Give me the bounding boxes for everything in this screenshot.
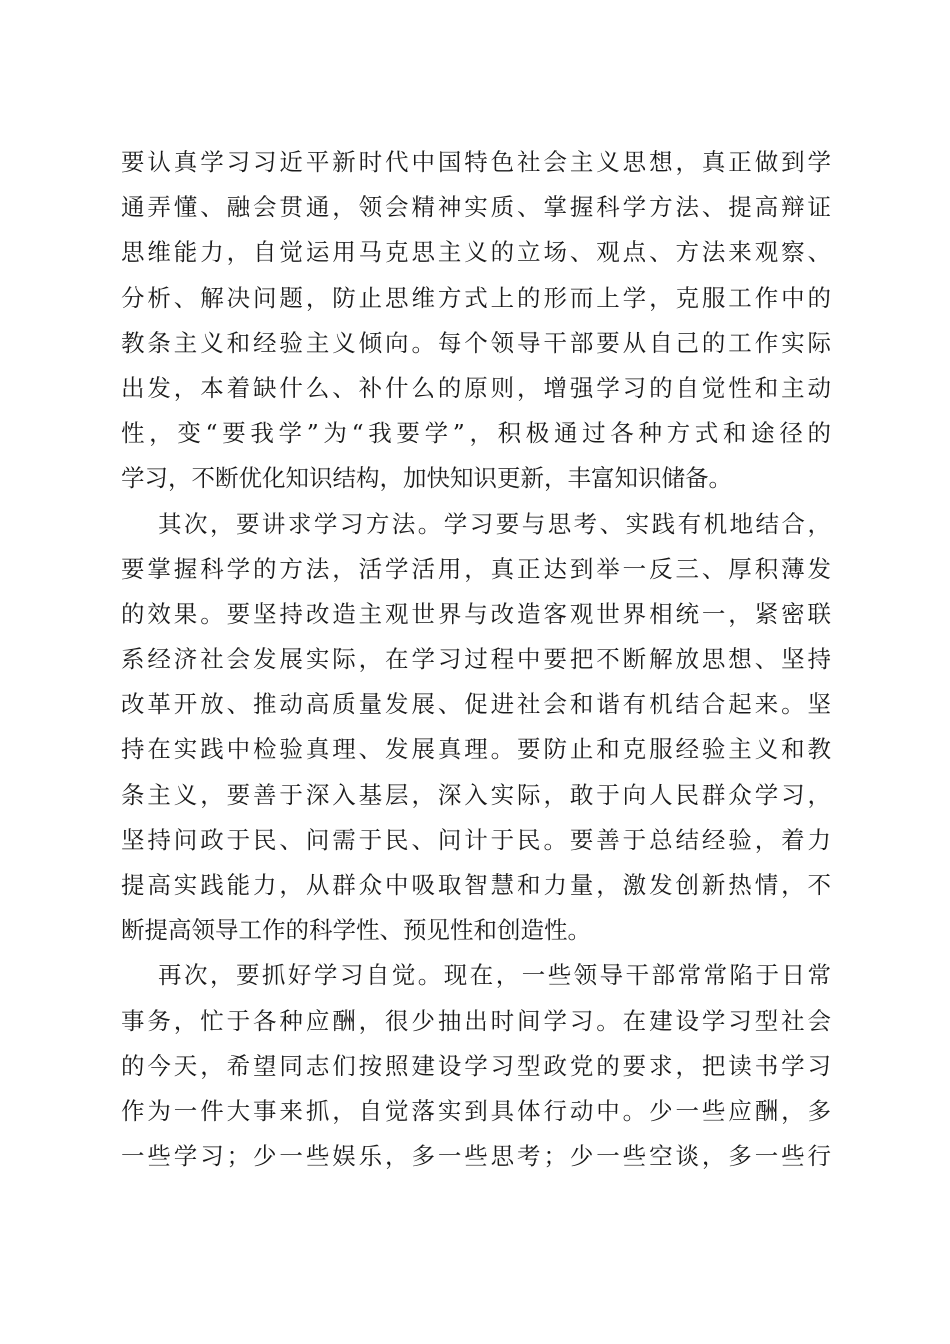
text-line: 教条主义和经验主义倾向。每个领导干部要从自己的工作实际 — [121, 328, 831, 357]
text-line: 学习，不断优化知识结构，加快知识更新，丰富知识储备。 — [121, 464, 732, 493]
text-line: 的效果。要坚持改造主观世界与改造客观世界相统一，紧密联 — [121, 599, 831, 628]
text-line: 持在实践中检验真理、发展真理。要防止和克服经验主义和教 — [121, 735, 831, 764]
text-line: 性，变“要我学”为“我要学”，积极通过各种方式和途径的 — [121, 419, 831, 448]
text-line: 分析、解决问题，防止思维方式上的形而上学，克服工作中的 — [121, 283, 831, 312]
text-line: 一些学习；少一些娱乐，多一些思考；少一些空谈，多一些行 — [121, 1142, 831, 1171]
text-line: 条主义，要善于深入基层，深入实际，敢于向人民群众学习， — [121, 780, 831, 809]
paragraph — [121, 502, 831, 954]
text-line: 作为一件大事来抓，自觉落实到具体行动中。少一些应酬，多 — [121, 1096, 831, 1125]
text-line: 思维能力，自觉运用马克思主义的立场、观点、方法来观察、 — [121, 238, 831, 267]
paragraph — [121, 953, 831, 1179]
text-line: 的今天，希望同志们按照建设学习型政党的要求，把读书学习 — [121, 1051, 831, 1080]
text-line: 要掌握科学的方法，活学活用，真正达到举一反三、厚积薄发 — [121, 554, 831, 583]
text-line: 系经济社会发展实际，在学习过程中要把不断解放思想、坚持 — [121, 645, 831, 674]
text-line: 提高实践能力，从群众中吸取智慧和力量，激发创新热情，不 — [121, 871, 831, 899]
text-line: 事务，忙于各种应酬，很少抽出时间学习。在建设学习型社会 — [121, 1006, 831, 1035]
text-line: 再次，要抓好学习自觉。现在，一些领导干部常常陷于日常 — [158, 961, 831, 990]
text-line: 其次，要讲求学习方法。学习要与思考、实践有机地结合， — [158, 509, 831, 538]
text-line: 坚持问政于民、问需于民、问计于民。要善于总结经验，着力 — [121, 825, 831, 854]
text-line: 出发，本着缺什么、补什么的原则，增强学习的自觉性和主动 — [121, 373, 831, 402]
text-line: 改革开放、推动高质量发展、促进社会和谐有机结合起来。坚 — [121, 690, 831, 719]
text-line: 断提高领导工作的科学性、预见性和创造性。 — [121, 916, 591, 945]
text-line: 通弄懂、融会贯通，领会精神实质、掌握科学方法、提高辩证 — [121, 193, 831, 222]
paragraph — [121, 140, 831, 502]
text-line: 要认真学习习近平新时代中国特色社会主义思想，真正做到学 — [121, 148, 831, 176]
document-body — [121, 140, 831, 1179]
